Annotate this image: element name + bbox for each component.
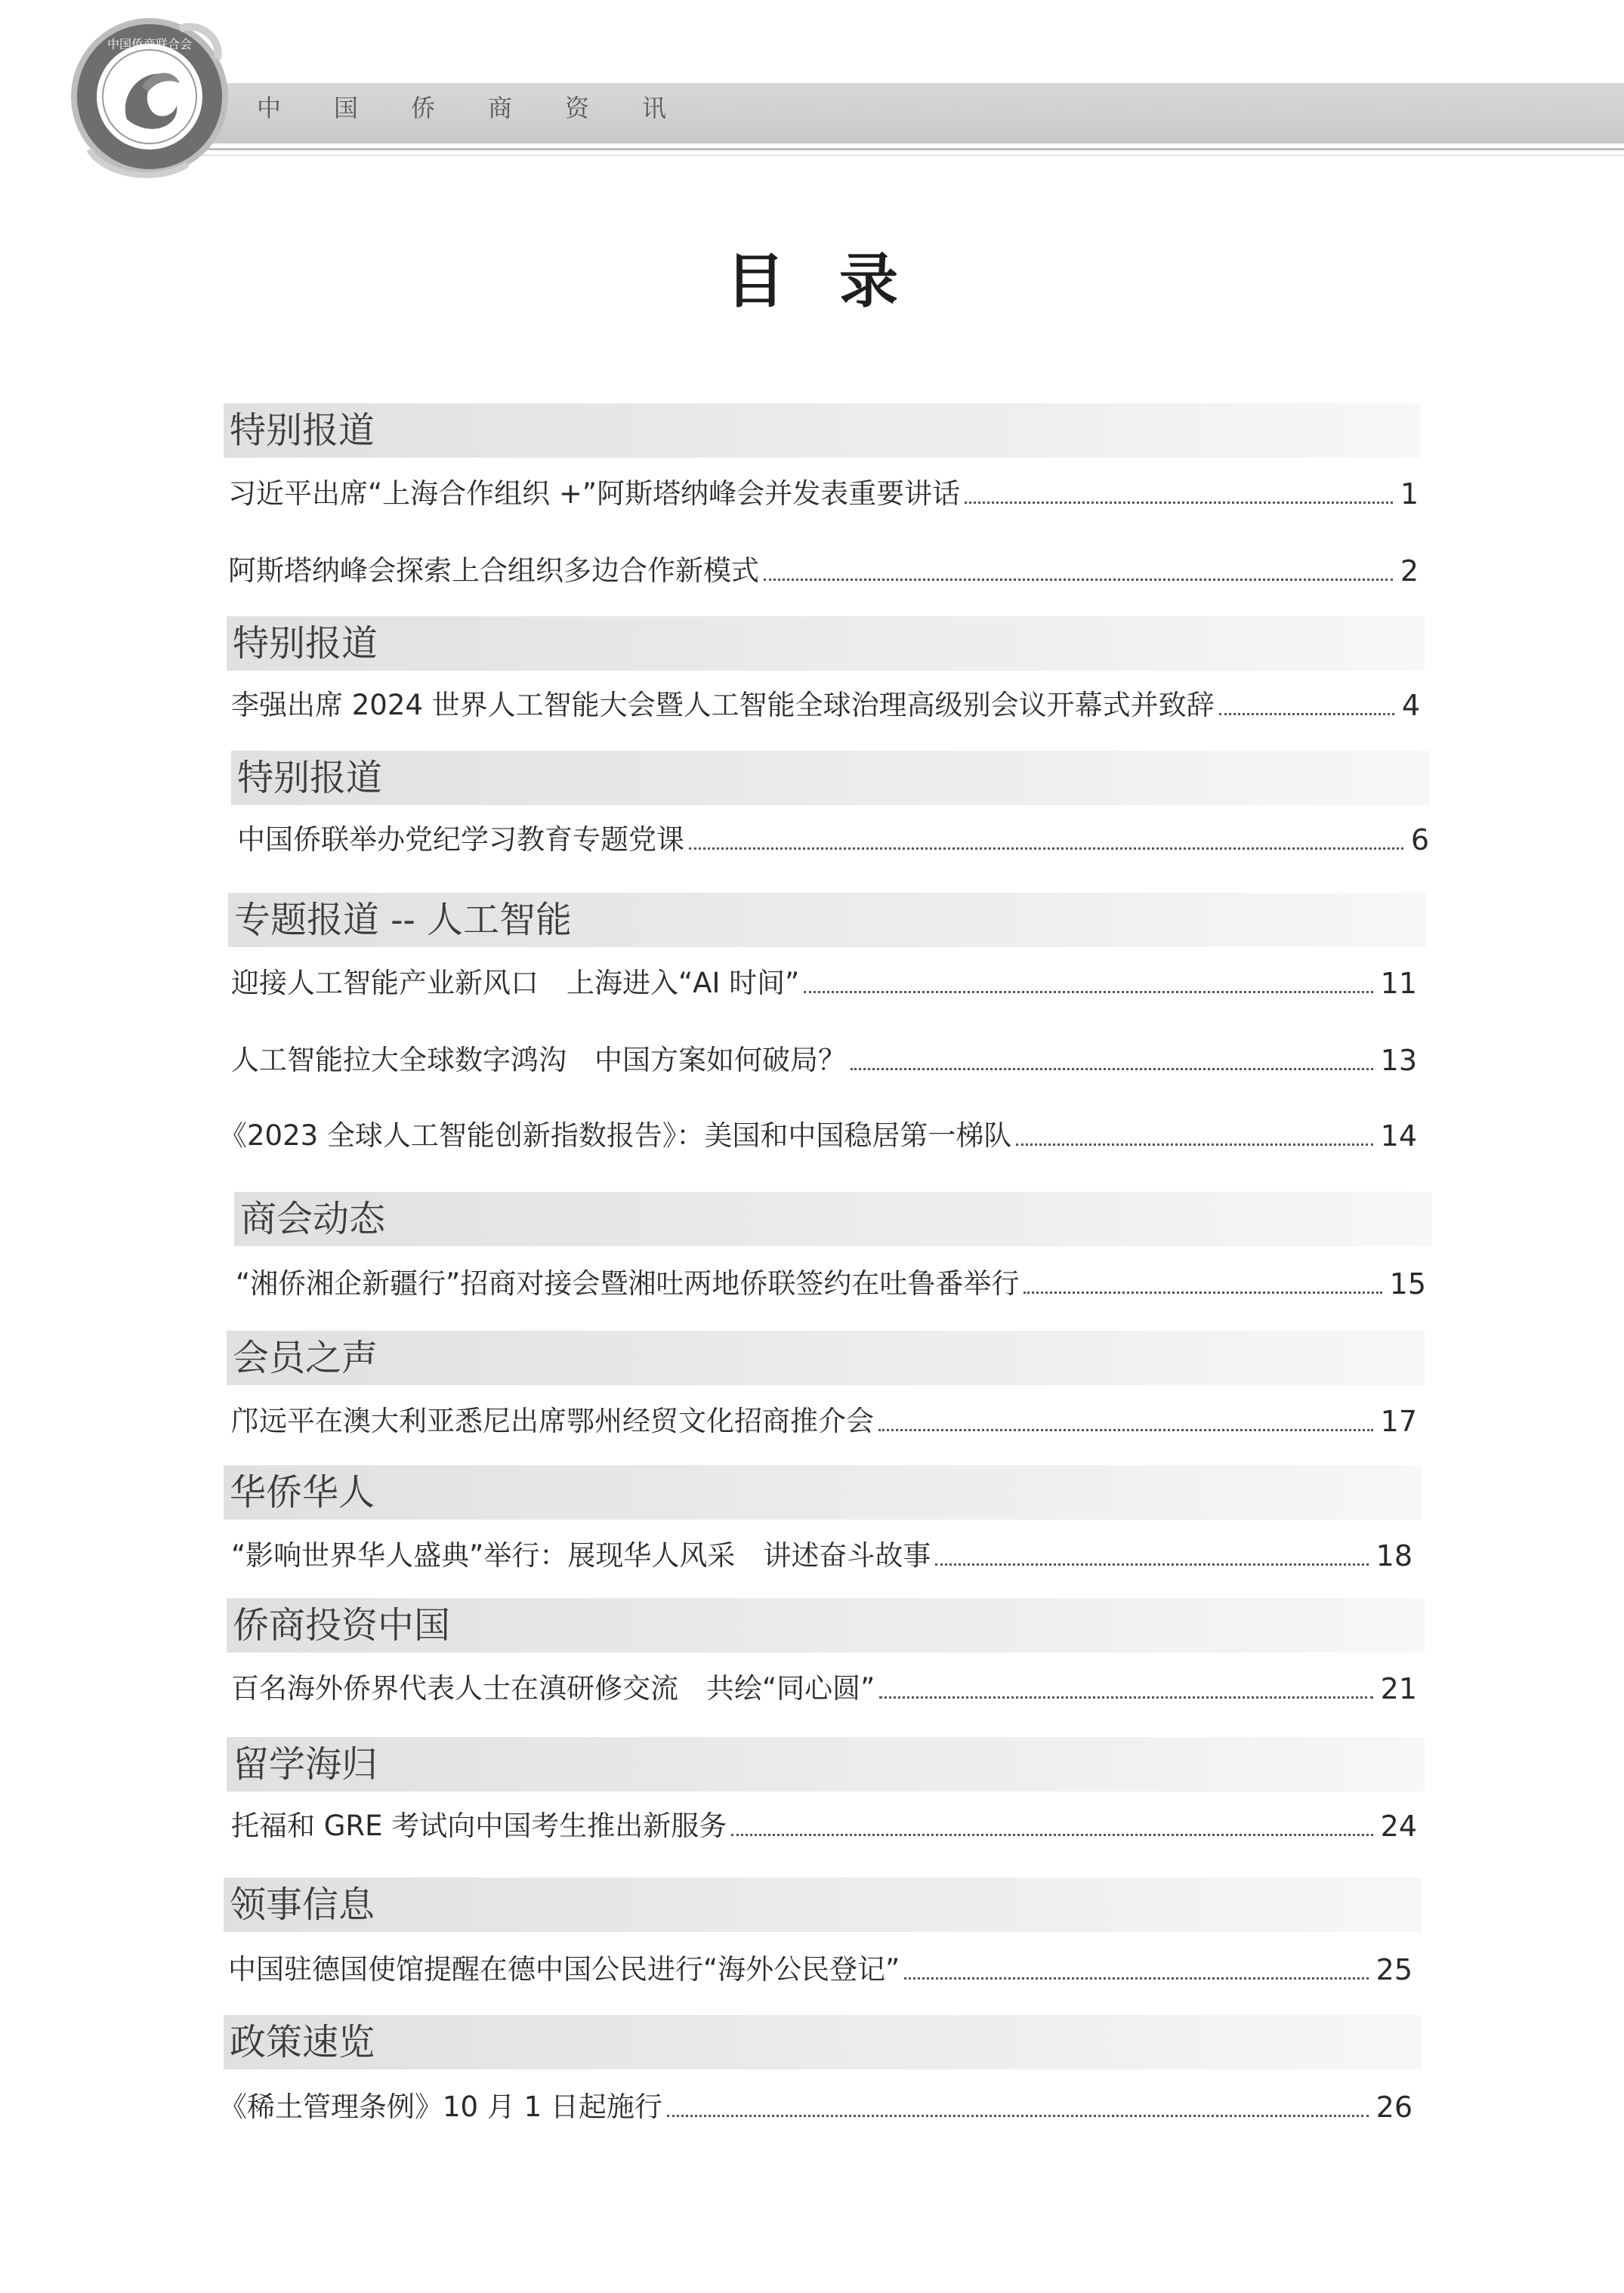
- entry-title: “影响世界华人盛典”举行：展现华人风采 讲述奋斗故事: [231, 1539, 931, 1572]
- page-number: 15: [1389, 1267, 1426, 1301]
- dot-leader: [667, 2115, 1369, 2117]
- entry-title: 《2023 全球人工智能创新指数报告》：美国和中国稳居第一梯队: [219, 1119, 1012, 1152]
- dot-leader: [879, 1696, 1372, 1699]
- toc-entry[interactable]: [237, 820, 1429, 859]
- section-title: 特别报道: [233, 622, 378, 665]
- page-number: 1: [1400, 477, 1419, 511]
- page-number: 21: [1380, 1672, 1417, 1705]
- section-title: 华侨华人: [230, 1471, 375, 1514]
- dot-leader: [878, 1429, 1373, 1431]
- page-number: 4: [1401, 689, 1420, 722]
- entry-title: 李强出席 2024 世界人工智能大会暨人工智能全球治理高级别会议开幕式并致辞: [231, 689, 1215, 721]
- entry-title: 百名海外侨界代表人士在滇研修交流 共绘“同心圆”: [231, 1672, 875, 1705]
- page-number: 14: [1380, 1119, 1417, 1153]
- section-header: [228, 893, 1426, 947]
- section-header: [234, 1192, 1432, 1246]
- dot-leader: [935, 1563, 1368, 1566]
- entry-title: 阿斯塔纳峰会探索上合组织多边合作新模式: [228, 554, 759, 587]
- dot-leader: [904, 1977, 1368, 1980]
- section-header: [227, 1737, 1425, 1792]
- dot-leader: [731, 1834, 1372, 1836]
- toc-entry[interactable]: [231, 686, 1420, 725]
- section-header: [224, 1465, 1422, 1520]
- section-title: 专题报道 -- 人工智能: [234, 899, 572, 941]
- page-number: 2: [1400, 554, 1419, 588]
- toc-entry[interactable]: [231, 1402, 1417, 1441]
- section-title: 侨商投资中国: [233, 1604, 451, 1646]
- page-number: 17: [1380, 1405, 1417, 1438]
- page-number: 26: [1375, 2091, 1413, 2124]
- toc-entry[interactable]: [228, 474, 1419, 514]
- toc-entry[interactable]: [231, 1669, 1417, 1708]
- toc-entry[interactable]: [231, 1807, 1417, 1846]
- page-number: 6: [1410, 823, 1429, 856]
- entry-title: 人工智能拉大全球数字鸿沟 中国方案如何破局？: [231, 1044, 846, 1076]
- chamber-logo-icon: [66, 14, 233, 180]
- section-title: 特别报道: [237, 757, 383, 799]
- entry-title: 托福和 GRE 考试向中国考生推出新服务: [231, 1810, 727, 1842]
- section-header: [224, 403, 1420, 458]
- entry-title: 中国驻德国使馆提醒在德中国公民进行“海外公民登记”: [228, 1953, 900, 1986]
- toc-entry[interactable]: [219, 1116, 1417, 1156]
- dot-leader: [804, 991, 1372, 993]
- section-title: 政策速览: [230, 2021, 375, 2063]
- toc-entry[interactable]: [231, 1041, 1417, 1080]
- toc-entry[interactable]: [231, 964, 1417, 1003]
- page-number: 24: [1380, 1810, 1417, 1843]
- toc-entry[interactable]: [228, 1950, 1413, 1989]
- section-title: 留学海归: [233, 1743, 378, 1785]
- section-title: 特别报道: [230, 409, 375, 452]
- page-title: 目录: [725, 248, 952, 316]
- entry-title: 习近平出席“上海合作组织 +”阿斯塔纳峰会并发表重要讲话: [228, 477, 961, 510]
- section-title: 会员之声: [233, 1337, 378, 1379]
- section-title: 领事信息: [230, 1884, 375, 1926]
- toc-entry[interactable]: [228, 551, 1419, 591]
- logo-text: 中国侨商联合会: [107, 37, 193, 51]
- header-divider-thin: [174, 155, 1624, 156]
- toc-entry[interactable]: [231, 1536, 1413, 1575]
- section-header: [224, 2015, 1422, 2069]
- section-header: [227, 1331, 1425, 1385]
- page-number: 18: [1375, 1539, 1413, 1572]
- entry-title: 中国侨联举办党纪学习教育专题党课: [237, 823, 684, 856]
- section-header: [227, 1598, 1425, 1653]
- page-number: 13: [1380, 1044, 1417, 1077]
- dot-leader: [689, 847, 1403, 850]
- section-title: 商会动态: [240, 1198, 386, 1240]
- dot-leader: [1016, 1143, 1372, 1146]
- dot-leader: [1023, 1292, 1382, 1294]
- section-header: [227, 616, 1425, 671]
- dot-leader: [965, 501, 1393, 504]
- toc-entry[interactable]: [219, 2088, 1413, 2127]
- dot-leader: [764, 579, 1393, 581]
- section-header: [231, 751, 1429, 805]
- entry-title: 迎接人工智能产业新风口 上海进入“AI 时间”: [231, 967, 800, 999]
- entry-title: 《稀土管理条例》10 月 1 日起施行: [219, 2091, 662, 2123]
- page-number: 11: [1380, 967, 1417, 1000]
- section-header: [224, 1878, 1422, 1932]
- toc-entry[interactable]: [236, 1264, 1426, 1304]
- entry-title: 邝远平在澳大利亚悉尼出席鄂州经贸文化招商推介会: [231, 1405, 874, 1437]
- dot-leader: [1219, 713, 1394, 715]
- entry-title: “湘侨湘企新疆行”招商对接会暨湘吐两地侨联签约在吐鲁番举行: [236, 1267, 1020, 1300]
- header-divider: [174, 148, 1624, 150]
- page-number: 25: [1375, 1953, 1413, 1986]
- publication-name: 中国侨商资讯: [257, 94, 720, 122]
- dot-leader: [851, 1068, 1373, 1070]
